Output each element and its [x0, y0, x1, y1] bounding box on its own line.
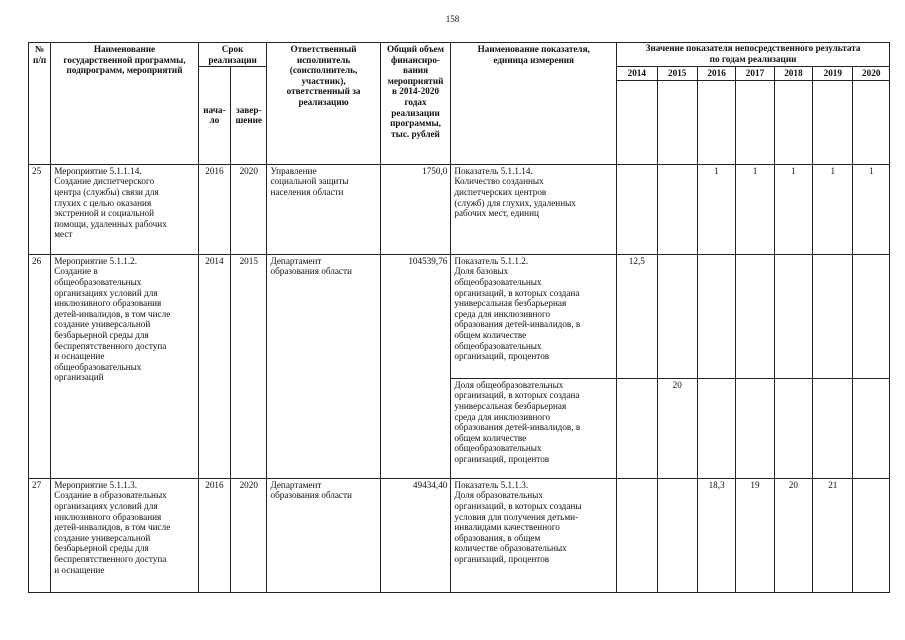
header-indicator: Наименование показателя, единица измерения: [451, 43, 617, 165]
row-value-2014: [617, 478, 657, 592]
row-num: 25: [29, 164, 51, 254]
header-term-end: завер- шение: [231, 67, 267, 165]
row-responsible: Департамент образования области: [267, 478, 380, 592]
row-num: 26: [29, 254, 51, 478]
row-a-value-2014: 12,5: [617, 254, 657, 378]
row-end: 2020: [231, 164, 267, 254]
row-name: Мероприятие 5.1.1.2. Создание в общеобразовательных организациях условий для инклюзивного образования детей-инвалидов, в том числе создание универсальной безбарьерной среды для беспрепятственного доступа и оснащение общеобразовательных организаций: [51, 254, 199, 478]
header-name: Наименование государственной программы, подпрограмм, мероприятий: [51, 43, 199, 165]
header-year-2018: 2018: [774, 67, 812, 81]
page-number: 158: [445, 14, 460, 24]
row-b-value-2019: [813, 378, 853, 478]
header-year-2015: 2015: [657, 67, 697, 81]
row-value-2017: 19: [736, 478, 774, 592]
row-value-2019: 21: [813, 478, 853, 592]
row-indicator: Показатель 5.1.1.14. Количество созданных диспетчерских центров (служб) для глухих, удаленных рабочих мест, единиц: [451, 164, 617, 254]
row-end: 2015: [231, 254, 267, 478]
row-num: 27: [29, 478, 51, 592]
table-row: [29, 254, 890, 378]
row-b-value-2018: [774, 378, 812, 478]
header-responsible: Ответственный исполнитель (соисполнитель, участник), ответственный за реализацию: [267, 43, 380, 165]
row-value-2018: 1: [774, 164, 812, 254]
row-b-value-2016: [697, 378, 735, 478]
row-name: Мероприятие 5.1.1.14. Создание диспетчерского центра (службы) связи для глухих с целью оказания экстренной и социальной помощи, удаленных рабочих мест: [51, 164, 199, 254]
row-b-value-2017: [736, 378, 774, 478]
row-value-2014: [617, 164, 657, 254]
header-year-2016: 2016: [697, 67, 735, 81]
header-term-start: нача- ло: [198, 67, 230, 165]
row-value-2017: 1: [736, 164, 774, 254]
row-b-value-2020: [853, 378, 890, 478]
row-a-value-2015: [657, 254, 697, 378]
row-b-value-2015: 20: [657, 378, 697, 478]
row-volume: 49434,40: [380, 478, 451, 592]
row-start: 2016: [198, 164, 230, 254]
row-indicator: Показатель 5.1.1.3. Доля образовательных организаций, в которых созданы условия для получения детьми- инвалидами качественного образования, в общем количестве образовательных организаций, процентов: [451, 478, 617, 592]
header-values-title: Значение показателя непосредственного результата по годам реализации: [617, 43, 890, 67]
table-row: [29, 164, 890, 254]
row-value-2015: [657, 164, 697, 254]
row-responsible: Управление социальной защиты населения области: [267, 164, 380, 254]
row-a-value-2020: [853, 254, 890, 378]
header-year-2020: 2020: [853, 67, 890, 81]
row-value-2018: 20: [774, 478, 812, 592]
header-year-2019: 2019: [813, 67, 853, 81]
row-b-value-2014: [617, 378, 657, 478]
row-volume: 104539,76: [380, 254, 451, 478]
row-start: 2014: [198, 254, 230, 478]
row-indicator-a: Показатель 5.1.1.2. Доля базовых общеобразовательных организаций, в которых создана универсальная безбарьерная среда для инклюзивного образования детей-инвалидов, в общем количестве общеобразовательных организаций, процентов: [451, 254, 617, 378]
row-value-2020: [853, 478, 890, 592]
row-responsible: Департамент образования области: [267, 254, 380, 478]
row-value-2020: 1: [853, 164, 890, 254]
header-year-2014: 2014: [617, 67, 657, 81]
row-name: Мероприятие 5.1.1.3. Создание в образовательных организациях условий для инклюзивного образования детей-инвалидов, в том числе создание универсальной безбарьерной среды для беспрепятственного доступа и оснащение: [51, 478, 199, 592]
row-a-value-2017: [736, 254, 774, 378]
row-value-2015: [657, 478, 697, 592]
row-volume: 1750,0: [380, 164, 451, 254]
row-a-value-2016: [697, 254, 735, 378]
program-table: [28, 42, 890, 593]
header-year-2017: 2017: [736, 67, 774, 81]
header-num: № п/п: [29, 43, 51, 165]
row-end: 2020: [231, 478, 267, 592]
row-a-value-2019: [813, 254, 853, 378]
row-value-2016: 18,3: [697, 478, 735, 592]
header-term: Срок реализации: [198, 43, 267, 67]
row-value-2016: 1: [697, 164, 735, 254]
row-a-value-2018: [774, 254, 812, 378]
row-indicator-b: Доля общеобразовательных организаций, в которых создана универсальная безбарьерная среда для инклюзивного образования детей-инвалидов, в общем количестве общеобразовательных организаций, процентов: [451, 378, 617, 478]
table-row: [29, 478, 890, 592]
row-start: 2016: [198, 478, 230, 592]
header-volume: Общий объем финансиро- вания мероприятий в 2014-2020 годах реализации программы, тыс. рублей: [380, 43, 451, 165]
row-value-2019: 1: [813, 164, 853, 254]
header-row-1: [29, 43, 890, 67]
